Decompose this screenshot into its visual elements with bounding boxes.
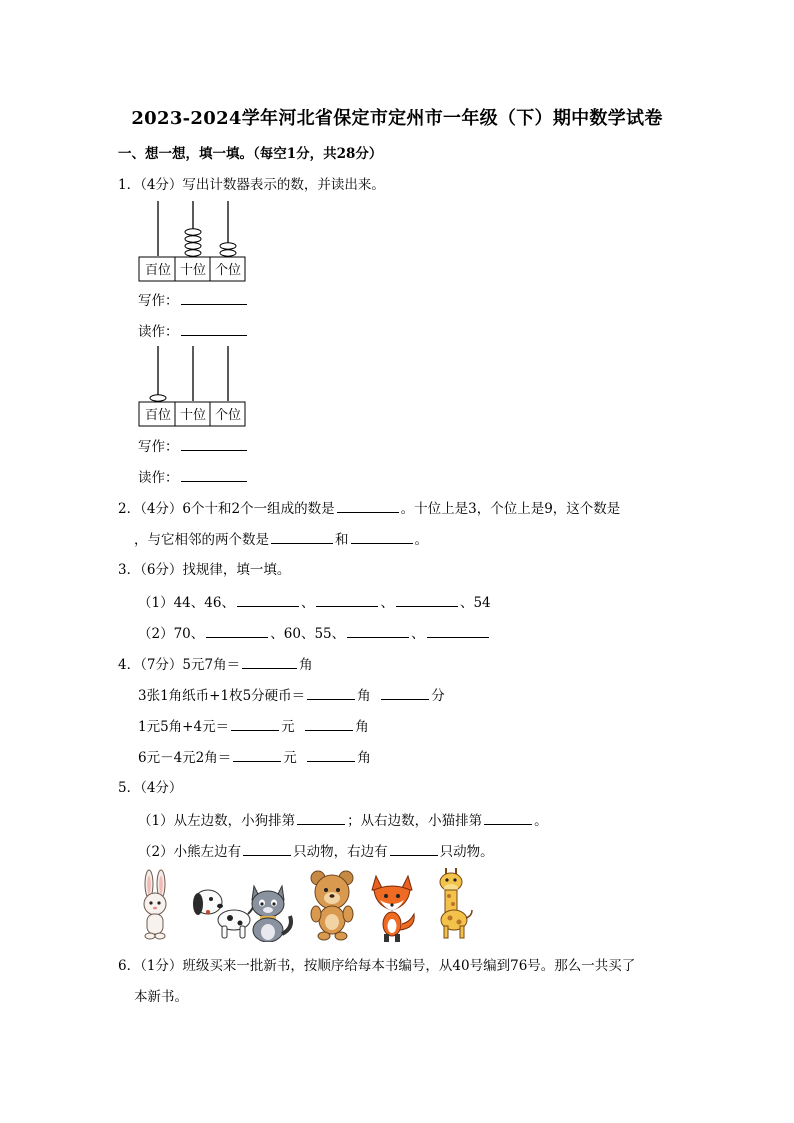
abacus-2: [138, 346, 248, 428]
answer-blank[interactable]: [206, 624, 268, 638]
answer-blank[interactable]: [181, 291, 247, 305]
write-answer-1: 写作：: [138, 291, 249, 310]
answer-blank[interactable]: [381, 686, 429, 700]
place-label-tens: 十位: [179, 263, 207, 278]
rabbit-icon: [144, 870, 166, 939]
write-answer-2: 写作：: [138, 437, 249, 456]
cat-icon: [252, 886, 291, 942]
question-4-line-3: 1元5角+4元＝ 元 角: [138, 719, 369, 735]
place-label-ones: 个位: [214, 263, 242, 278]
giraffe-icon: [440, 868, 472, 938]
read-answer-2: 读作：: [138, 468, 249, 487]
fox-icon: [372, 876, 414, 942]
bead: [185, 229, 201, 235]
section-heading: 一、想一想，填一填。（每空1分，共28分）: [118, 146, 383, 162]
question-6-line-2: 本新书。: [134, 989, 188, 1005]
answer-blank[interactable]: [316, 593, 378, 607]
question-3-prompt: 3．（6分）找规律，填一填。: [118, 562, 291, 578]
place-label-hundreds: 百位: [144, 408, 172, 423]
question-2-line-1: 2．（4分）6个十和2个一组成的数是 。十位上是3，个位上是9，这个数是: [118, 501, 621, 517]
question-6-line-1: 6．（1分）班级买来一批新书，按顺序给每本书编号，从40号编到76号。那么一共买了: [118, 958, 636, 974]
bead: [185, 243, 201, 249]
question-2-line-2: ，与它相邻的两个数是 和 。: [134, 532, 428, 548]
question-5-part-1: （1）从左边数，小狗排第 ；从右边数，小猫排第 。: [138, 813, 548, 829]
dog-icon: [193, 890, 253, 938]
answer-blank[interactable]: [181, 322, 247, 336]
place-label-hundreds: 百位: [144, 263, 172, 278]
question-4-line-1: 4．（7分）5元7角＝ 角: [118, 657, 313, 673]
bead: [185, 236, 201, 242]
answer-blank[interactable]: [337, 499, 399, 513]
bead: [220, 250, 236, 256]
answer-blank[interactable]: [231, 717, 279, 731]
bear-icon: [311, 871, 353, 940]
question-1-prompt: 1．（4分）写出计数器表示的数，并读出来。: [118, 177, 385, 193]
bead: [220, 243, 236, 249]
place-label-tens: 十位: [179, 408, 207, 423]
answer-blank[interactable]: [181, 437, 247, 451]
answer-blank[interactable]: [347, 624, 409, 638]
place-label-ones: 个位: [214, 408, 242, 423]
answer-blank[interactable]: [307, 686, 355, 700]
abacus-1: [138, 201, 248, 283]
answer-blank[interactable]: [181, 468, 247, 482]
answer-blank[interactable]: [307, 748, 355, 762]
bead: [185, 250, 201, 256]
answer-blank[interactable]: [427, 624, 489, 638]
answer-blank[interactable]: [243, 842, 291, 856]
answer-blank[interactable]: [484, 811, 532, 825]
page-title: 2023-2024学年河北省保定市定州市一年级（下）期中数学试卷: [131, 108, 663, 129]
question-5-prompt: 5．（4分）: [118, 780, 183, 796]
answer-blank[interactable]: [396, 593, 458, 607]
question-4-line-2: 3张1角纸币+1枚5分硬币＝ 角 分: [138, 688, 445, 704]
answer-blank[interactable]: [351, 530, 413, 544]
answer-blank[interactable]: [242, 655, 297, 669]
answer-blank[interactable]: [271, 530, 333, 544]
question-3-sequence-2: （2）70、 、60、55、 、: [138, 624, 491, 643]
answer-blank[interactable]: [233, 748, 281, 762]
animals-row: [134, 866, 484, 946]
answer-blank[interactable]: [305, 717, 353, 731]
answer-blank[interactable]: [237, 593, 299, 607]
question-3-sequence-1: （1）44、46、 、 、 、54: [138, 595, 491, 611]
answer-blank[interactable]: [297, 811, 345, 825]
bead: [150, 395, 166, 401]
answer-blank[interactable]: [390, 842, 438, 856]
question-5-part-2: （2）小熊左边有 只动物，右边有 只动物。: [138, 844, 494, 860]
read-answer-1: 读作：: [138, 322, 249, 341]
question-4-line-4: 6元－4元2角＝ 元 角: [138, 750, 371, 766]
